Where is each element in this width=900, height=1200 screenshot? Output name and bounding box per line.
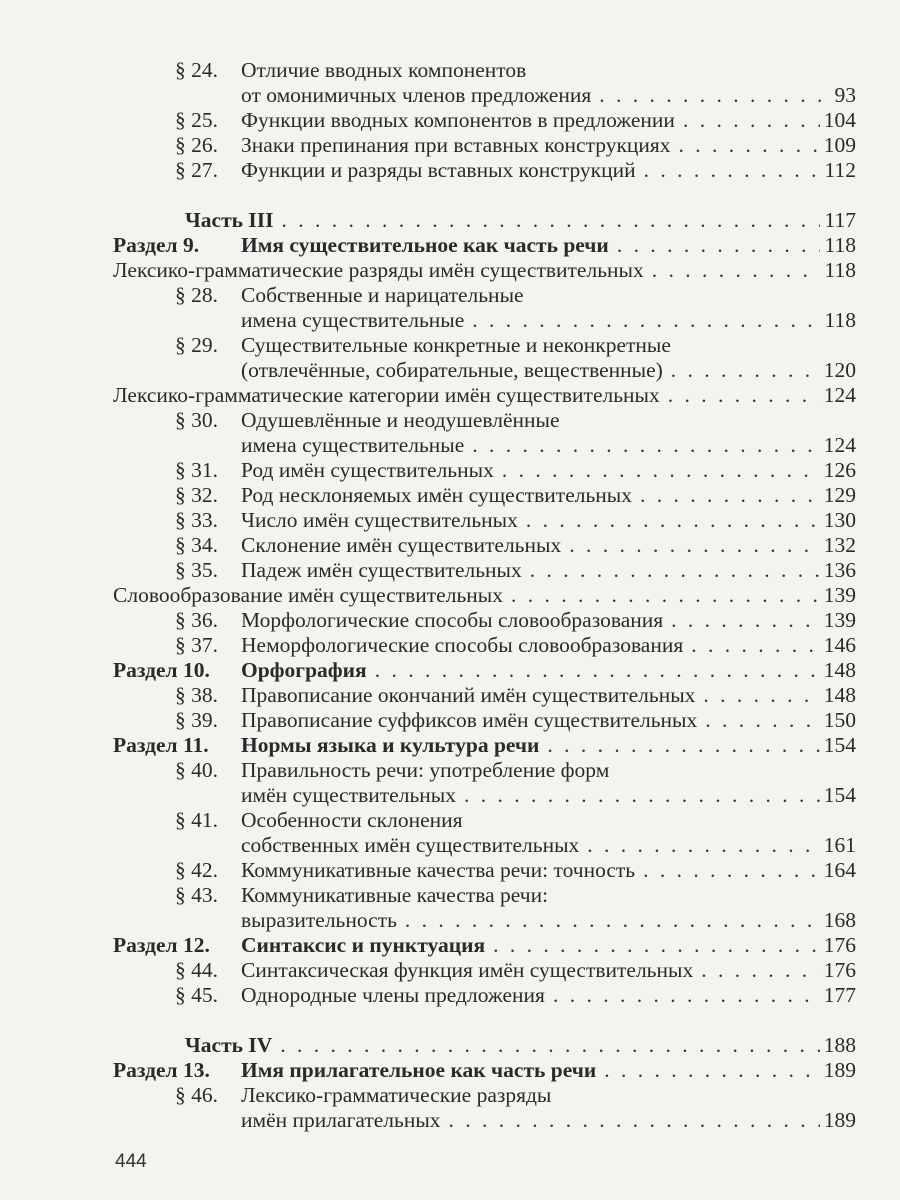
page-ref: 150 [823,708,856,732]
leader-dots [502,458,820,483]
page-ref: 148 [823,683,856,707]
toc-entry [0,458,900,483]
toc-entry [0,158,900,183]
toc-part [0,1033,900,1058]
leader-dots [530,558,820,583]
entry-title: Правописание суффиксов имён существительных [241,708,698,732]
leader-dots [671,358,820,383]
leader-dots [449,1108,820,1133]
toc-entry [0,483,900,508]
page-ref: 168 [823,908,856,932]
toc-section [0,933,900,958]
toc-entry [0,408,900,433]
paragraph-number: § 27. [175,158,218,182]
leader-dots [599,83,830,108]
leader-dots [464,783,820,808]
entry-title: Функции и разряды вставных конструкций [241,158,636,182]
toc-section [0,233,900,258]
entry-title: Род несклоняемых имён существительных [241,483,632,507]
toc-entry [0,758,900,783]
toc-group [0,583,900,608]
entry-title: Однородные члены предложения [241,983,545,1007]
toc-entry [0,283,900,308]
section-label: Раздел 12. [113,933,210,957]
toc-section [0,658,900,683]
paragraph-number: § 29. [175,333,218,357]
group-title: Лексико-грамматические категории имён существительных [113,383,660,407]
page-ref: 176 [823,958,856,982]
leader-dots [643,858,820,883]
entry-title: Род имён существительных [241,458,494,482]
page-ref: 161 [823,833,856,857]
toc-entry-continuation [0,1108,900,1133]
page-ref: 176 [823,933,856,957]
entry-title: Число имён существительных [241,508,518,532]
entry-title: Лексико-грамматические разряды [241,1083,552,1107]
entry-title: имена существительные [241,433,465,457]
entry-title: Одушевлённые и неодушевлённые [241,408,560,432]
page-ref: 124 [823,433,856,457]
page-ref: 112 [824,158,856,182]
toc-group [0,258,900,283]
toc-entry-continuation [0,908,900,933]
entry-title: Знаки препинания при вставных конструкциях [241,133,671,157]
page-ref: 139 [823,608,856,632]
toc-entry [0,883,900,908]
toc-entry [0,958,900,983]
part-title: Часть IV [185,1033,273,1057]
section-title: Нормы языка и культура речи [241,733,540,757]
page-ref: 129 [823,483,856,507]
toc-section [0,733,900,758]
section-label: Раздел 9. [113,233,200,257]
page-ref: 117 [824,208,856,232]
page-ref: 177 [823,983,856,1007]
entry-title: (отвлечённые, собирательные, вещественные) [241,358,663,382]
page-ref: 139 [823,583,856,607]
toc-entry [0,808,900,833]
paragraph-number: § 31. [175,458,218,482]
page-ref: 148 [823,658,856,682]
toc-entry-continuation [0,433,900,458]
toc-part [0,208,900,233]
toc-entry [0,58,900,83]
toc-section [0,1058,900,1083]
paragraph-number: § 39. [175,708,218,732]
table-of-contents [0,58,900,1133]
paragraph-number: § 25. [175,108,218,132]
paragraph-number: § 38. [175,683,218,707]
entry-title: Собственные и нарицательные [241,283,524,307]
page-ref: 124 [823,383,856,407]
group-title: Лексико-грамматические разряды имён существительных [113,258,644,282]
leader-dots [553,983,820,1008]
toc-entry [0,133,900,158]
section-title: Синтаксис и пунктуация [241,933,486,957]
entry-title: Коммуникативные качества речи: точность [241,858,636,882]
page-ref: 188 [823,1033,856,1057]
paragraph-number: § 24. [175,58,218,82]
page-ref: 146 [823,633,856,657]
section-title: Имя существительное как часть речи [241,233,609,257]
entry-title: выразительность [241,908,397,932]
leader-dots [683,108,820,133]
entry-title: имён существительных [241,783,456,807]
entry-title: Правильность речи: употребление форм [241,758,610,782]
leader-dots [701,958,820,983]
toc-entry [0,333,900,358]
leader-dots [703,683,820,708]
leader-dots [472,433,820,458]
paragraph-number: § 44. [175,958,218,982]
toc-entry [0,508,900,533]
leader-dots [705,708,820,733]
paragraph-number: § 34. [175,533,218,557]
toc-entry [0,708,900,733]
page-ref: 120 [823,358,856,382]
toc-entry-continuation [0,833,900,858]
leader-dots [644,158,820,183]
part-title: Часть III [185,208,274,232]
toc-entry-continuation [0,83,900,108]
leader-dots [604,1058,820,1083]
paragraph-number: § 41. [175,808,218,832]
paragraph-number: § 46. [175,1083,218,1107]
section-label: Раздел 10. [113,658,210,682]
page-ref: 154 [823,733,856,757]
toc-entry [0,558,900,583]
entry-title: Особенности склонения [241,808,463,832]
toc-group [0,383,900,408]
leader-dots [617,233,820,258]
paragraph-number: § 45. [175,983,218,1007]
leader-dots [280,1033,820,1058]
leader-dots [569,533,820,558]
page-ref: 154 [823,783,856,807]
toc-entry [0,858,900,883]
entry-title: имена существительные [241,308,465,332]
entry-title: Функции вводных компонентов в предложении [241,108,675,132]
entry-title: Склонение имён существительных [241,533,562,557]
toc-entry-continuation [0,308,900,333]
section-title: Орфография [241,658,367,682]
leader-dots [511,583,820,608]
leader-dots [375,658,820,683]
entry-title: Отличие вводных компонентов [241,58,527,82]
section-title: Имя прилагательное как часть речи [241,1058,597,1082]
leader-dots [679,133,820,158]
toc-entry [0,1083,900,1108]
toc-entry [0,683,900,708]
toc-entry-continuation [0,783,900,808]
page-ref: 164 [823,858,856,882]
entry-title: Правописание окончаний имён существительных [241,683,696,707]
paragraph-number: § 26. [175,133,218,157]
toc-entry [0,608,900,633]
leader-dots [587,833,820,858]
entry-title: Неморфологические способы словообразования [241,633,684,657]
entry-title: Падеж имён существительных [241,558,522,582]
toc-entry [0,108,900,133]
entry-title: от омонимичных членов предложения [241,83,592,107]
entry-title: Коммуникативные качества речи: [241,883,549,907]
leader-dots [640,483,820,508]
toc-entry [0,633,900,658]
paragraph-number: § 32. [175,483,218,507]
section-label: Раздел 13. [113,1058,210,1082]
entry-title: Синтаксическая функция имён существительных [241,958,694,982]
page-ref: 118 [824,233,856,257]
leader-dots [691,633,820,658]
leader-dots [668,383,820,408]
leader-dots [281,208,820,233]
leader-dots [547,733,820,758]
page-ref: 104 [823,108,856,132]
page-ref: 189 [823,1108,856,1132]
toc-entry [0,983,900,1008]
leader-dots [472,308,820,333]
page-ref: 118 [824,308,856,332]
leader-dots [405,908,820,933]
paragraph-number: § 30. [175,408,218,432]
leader-dots [652,258,820,283]
entry-title: имён прилагательных [241,1108,441,1132]
paragraph-number: § 36. [175,608,218,632]
paragraph-number: § 40. [175,758,218,782]
page-ref: 132 [823,533,856,557]
page-ref: 136 [823,558,856,582]
leader-dots [493,933,820,958]
page-number: 444 [115,1151,147,1172]
paragraph-number: § 28. [175,283,218,307]
page-ref: 118 [824,258,856,282]
paragraph-number: § 43. [175,883,218,907]
toc-entry [0,533,900,558]
page-ref: 130 [823,508,856,532]
paragraph-number: § 42. [175,858,218,882]
entry-title: собственных имён существительных [241,833,580,857]
paragraph-number: § 33. [175,508,218,532]
section-label: Раздел 11. [113,733,209,757]
leader-dots [526,508,820,533]
paragraph-number: § 37. [175,633,218,657]
page-ref: 109 [823,133,856,157]
page-ref: 126 [823,458,856,482]
page-ref: 189 [823,1058,856,1082]
entry-title: Морфологические способы словообразования [241,608,664,632]
entry-title: Существительные конкретные и неконкретные [241,333,671,357]
leader-dots [671,608,820,633]
toc-entry-continuation [0,358,900,383]
group-title: Словообразование имён существительных [113,583,503,607]
page-ref: 93 [834,83,856,107]
paragraph-number: § 35. [175,558,218,582]
